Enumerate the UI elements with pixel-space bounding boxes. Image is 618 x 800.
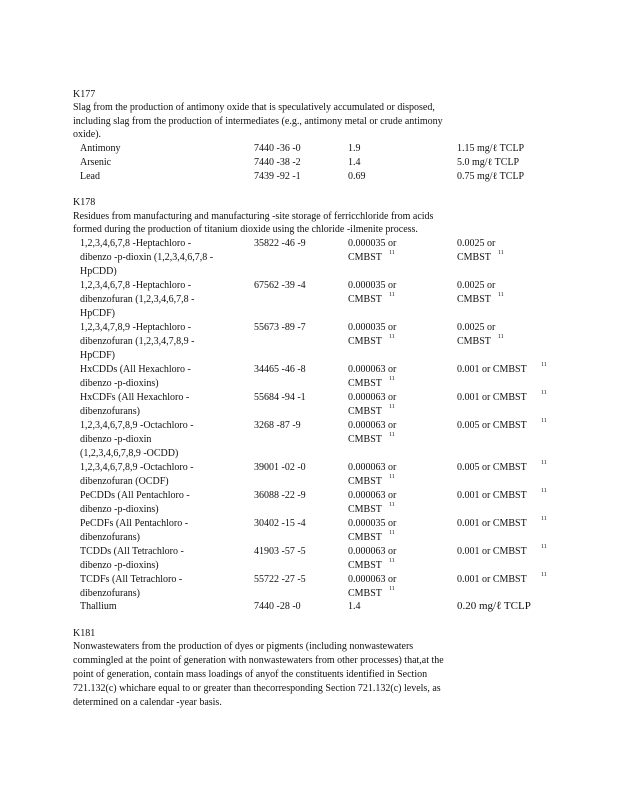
k178-ww: 0.000063 or <box>348 392 397 403</box>
footnote-mark: 11 <box>541 390 547 396</box>
k181-desc-line: Nonwastewaters from the production of dyes or pigments (including nonwastewaters <box>73 641 414 652</box>
k177-desc-line: oxide). <box>73 129 102 140</box>
k178-nww: 0.001 or CMBST <box>457 574 527 585</box>
k178-constituent: 1,2,3,4,6,7,8,9 -Octachloro - <box>80 462 194 473</box>
k178-nww: 0.0025 or <box>457 238 496 249</box>
k178-code: K178 <box>73 197 96 208</box>
k178-cas: 55722 -27 -5 <box>254 574 306 585</box>
k178-cas: 30402 -15 -4 <box>254 518 306 529</box>
k178-ww: CMBST <box>348 378 382 389</box>
k178-nww: 0.001 or CMBST <box>457 364 527 375</box>
k178-constituent: 1,2,3,4,6,7,8 -Heptachloro - <box>80 238 192 249</box>
k178-nww: 0.001 or CMBST <box>457 518 527 529</box>
k178-constituent: dibenzofuran (1,2,3,4,7,8,9 - <box>80 336 195 347</box>
k177-desc-line: Slag from the production of antimony oxide that is speculatively accumulated or disposed, <box>73 102 435 113</box>
k178-ww: 1.4 <box>348 601 361 612</box>
footnote-mark: 11 <box>541 544 547 550</box>
k178-cas: 36088 -22 -9 <box>254 490 306 501</box>
k178-constituent: dibenzofurans) <box>80 532 140 543</box>
k178-constituent: HxCDFs (All Hexachloro - <box>80 392 190 403</box>
k178-nww: CMBST <box>457 294 491 305</box>
k181-code: K181 <box>73 628 96 639</box>
k177-constituent: Arsenic <box>80 157 112 168</box>
k178-ww: CMBST <box>348 588 382 599</box>
k178-constituent: 1,2,3,4,6,7,8 -Heptachloro - <box>80 280 192 291</box>
k178-ww: CMBST <box>348 560 382 571</box>
footnote-mark: 11 <box>541 362 547 368</box>
k178-ww: CMBST <box>348 336 382 347</box>
footnote-mark: 11 <box>389 376 395 382</box>
k178-cas: 34465 -46 -8 <box>254 364 306 375</box>
footnote-mark: 11 <box>541 516 547 522</box>
k178-nww: 0.005 or CMBST <box>457 420 527 431</box>
k178-ww: CMBST <box>348 532 382 543</box>
k178-constituent: Thallium <box>80 601 117 612</box>
k178-desc-line: Residues from manufacturing and manufacturing -site storage of ferricchloride from acids <box>73 211 434 222</box>
k178-constituent: 1,2,3,4,6,7,8,9 -Octachloro - <box>80 420 194 431</box>
footnote-mark: 11 <box>389 502 395 508</box>
k178-cas: 39001 -02 -0 <box>254 462 306 473</box>
k178-cas: 35822 -46 -9 <box>254 238 306 249</box>
k177-cas: 7439 -92 -1 <box>254 171 301 182</box>
k181-desc-line: commingled at the point of generation with nonwastewaters from other processes) that,at the <box>73 655 444 666</box>
footnote-mark: 11 <box>389 586 395 592</box>
k178-nww: 0.20 mg/ℓ TCLP <box>457 600 531 612</box>
k178-nww: 0.005 or CMBST <box>457 462 527 473</box>
footnote-mark: 11 <box>389 432 395 438</box>
k178-ww: 0.000063 or <box>348 462 397 473</box>
k178-cas: 55684 -94 -1 <box>254 392 306 403</box>
k178-cas: 7440 -28 -0 <box>254 601 301 612</box>
k178-ww: CMBST <box>348 294 382 305</box>
k178-constituent: HpCDD) <box>80 266 117 277</box>
k178-ww: CMBST <box>348 504 382 515</box>
k178-ww: 0.000035 or <box>348 322 397 333</box>
k178-cas: 41903 -57 -5 <box>254 546 306 557</box>
k177-constituent: Lead <box>80 171 100 182</box>
k178-ww: 0.000035 or <box>348 280 397 291</box>
k178-constituent: dibenzo -p-dioxins) <box>80 378 159 389</box>
k178-ww: CMBST <box>348 252 382 263</box>
k178-constituent: PeCDFs (All Pentachloro - <box>80 518 189 529</box>
k177-cas: 7440 -38 -2 <box>254 157 301 168</box>
k178-constituent: PeCDDs (All Pentachloro - <box>80 490 190 501</box>
k178-ww: CMBST <box>348 434 382 445</box>
k178-cas: 3268 -87 -9 <box>254 420 301 431</box>
k177-constituent: Antimony <box>80 143 121 154</box>
footnote-mark: 11 <box>541 572 547 578</box>
footnote-mark: 11 <box>389 334 395 340</box>
footnote-mark: 11 <box>389 530 395 536</box>
k178-constituent: dibenzofuran (OCDF) <box>80 476 169 487</box>
k177-desc-line: including slag from the production of intermediates (e.g., antimony metal or crude antimony <box>73 116 443 127</box>
footnote-mark: 11 <box>541 460 547 466</box>
k178-constituent: HxCDDs (All Hexachloro - <box>80 364 191 375</box>
k177-ww: 0.69 <box>348 171 366 182</box>
k178-ww: CMBST <box>348 406 382 417</box>
k178-constituent: TCDFs (All Tetrachloro - <box>80 574 183 585</box>
k178-ww: CMBST <box>348 476 382 487</box>
k178-constituent: TCDDs (All Tetrachloro - <box>80 546 184 557</box>
k178-ww: 0.000035 or <box>348 518 397 529</box>
k181-desc-line: 721.132(c) whichare equal to or greater than thecorresponding Section 721.132(c) levels, as <box>73 683 441 694</box>
k177-ww: 1.4 <box>348 157 361 168</box>
k178-nww: 0.001 or CMBST <box>457 392 527 403</box>
k178-nww: 0.0025 or <box>457 280 496 291</box>
k178-ww: 0.000035 or <box>348 238 397 249</box>
k177-nww: 0.75 mg/ℓ TCLP <box>457 171 525 182</box>
k178-ww: 0.000063 or <box>348 574 397 585</box>
k177-code: K177 <box>73 89 96 100</box>
k178-ww: 0.000063 or <box>348 420 397 431</box>
k178-constituent: HpCDF) <box>80 308 116 319</box>
k178-constituent: dibenzo -p-dioxins) <box>80 560 159 571</box>
k178-constituent: dibenzofurans) <box>80 588 140 599</box>
k178-desc-line: formed during the production of titanium dioxide using the chloride -ilmenite process. <box>73 224 418 235</box>
footnote-mark: 11 <box>389 250 395 256</box>
k181-desc-line: determined on a calendar -year basis. <box>73 697 222 708</box>
footnote-mark: 11 <box>389 404 395 410</box>
footnote-mark: 11 <box>389 292 395 298</box>
k178-constituent: dibenzo -p-dioxin (1,2,3,4,6,7,8 - <box>80 252 214 263</box>
k178-ww: 0.000063 or <box>348 490 397 501</box>
k178-constituent: dibenzo -p-dioxin <box>80 434 152 445</box>
k178-constituent: dibenzofuran (1,2,3,4,6,7,8 - <box>80 294 195 305</box>
footnote-mark: 11 <box>498 292 504 298</box>
footnote-mark: 11 <box>541 488 547 494</box>
k178-nww: CMBST <box>457 336 491 347</box>
k177-ww: 1.9 <box>348 143 361 154</box>
k178-nww: 0.001 or CMBST <box>457 546 527 557</box>
k177-nww: 1.15 mg/ℓ TCLP <box>457 143 525 154</box>
footnote-mark: 11 <box>389 474 395 480</box>
footnote-mark: 11 <box>389 558 395 564</box>
k178-nww: 0.0025 or <box>457 322 496 333</box>
k178-constituent: dibenzofurans) <box>80 406 140 417</box>
k178-nww: CMBST <box>457 252 491 263</box>
footnote-mark: 11 <box>498 334 504 340</box>
footnote-mark: 11 <box>541 418 547 424</box>
k178-constituent: HpCDF) <box>80 350 116 361</box>
k178-cas: 55673 -89 -7 <box>254 322 306 333</box>
k177-nww: 5.0 mg/ℓ TCLP <box>457 157 520 168</box>
k177-cas: 7440 -36 -0 <box>254 143 301 154</box>
k178-ww: 0.000063 or <box>348 546 397 557</box>
k178-constituent: 1,2,3,4,7,8,9 -Heptachloro - <box>80 322 192 333</box>
k178-cas: 67562 -39 -4 <box>254 280 306 291</box>
k178-ww: 0.000063 or <box>348 364 397 375</box>
k178-constituent: (1,2,3,4,6,7,8,9 -OCDD) <box>80 448 179 459</box>
k178-nww: 0.001 or CMBST <box>457 490 527 501</box>
footnote-mark: 11 <box>498 250 504 256</box>
k181-desc-line: point of generation, contain mass loadings of anyof the constituents identified in Section <box>73 669 428 680</box>
k178-constituent: dibenzo -p-dioxins) <box>80 504 159 515</box>
